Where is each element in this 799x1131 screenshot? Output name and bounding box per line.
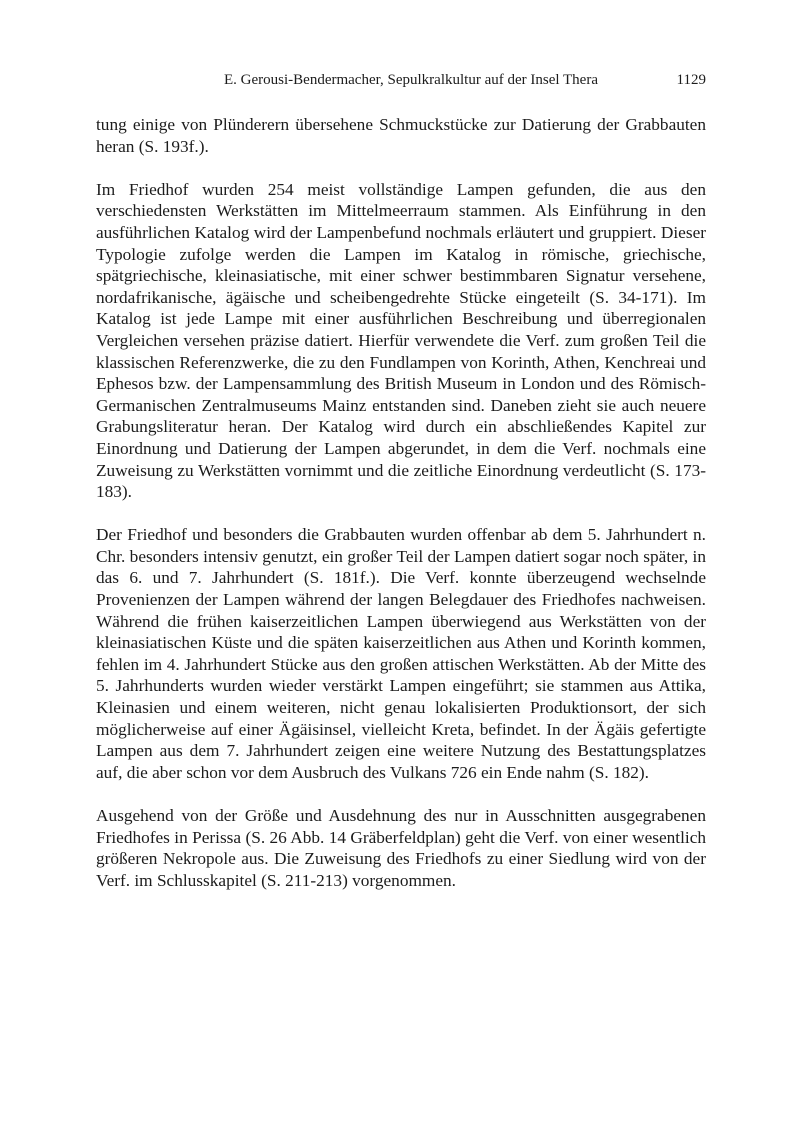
body-text	[96, 114, 706, 891]
running-header	[96, 70, 706, 90]
page-number: 1129	[676, 72, 706, 88]
paragraph-necropolis: Ausgehend von der Größe und Ausdehnung des nur in Ausschnitten ausgegrabenen Friedhofes in Perissa (S. 26 Abb. 14 Gräberfeldplan) geht die Verf. von einer wesentlich größeren Nekropole aus. Die Zuweisung des Friedhofs zu einer Siedlung wird von der Verf. im Schlusskapitel (S. 211-213) vorgenommen.	[96, 806, 706, 890]
running-title: E. Gerousi-Bendermacher, Sepulkralkultur auf der Insel Thera	[224, 72, 598, 88]
paragraph-lamps-catalog: Im Friedhof wurden 254 meist vollständige Lampen gefunden, die aus den verschiedensten Werkstätten im Mittelmeerraum stammen. Als Einführung in den ausführlichen Katalog wird der Lampenbefund nochmals erläutert und gruppiert. Dieser Typologie zufolge werden die Lampen im Katalog in römische, griechische, spätgriechische, kleinasiatische, mit einer schwer bestimmbaren Signatur versehene, nordafrikanische, ägäische und scheibengedrehte Stücke eingeteilt (S. 34-171). Im Katalog ist jede Lampe mit einer ausführlichen Beschreibung und überregionalen Vergleichen versehen präzise datiert. Hierfür verwendete die Verf. zum großen Teil die klassischen Referenzwerke, die zu den Fundlampen von Korinth, Athen, Kenchreai und Ephesos bzw. der Lampensammlung des British Museum in London und des Römisch-Germanischen Zentralmuseums Mainz entstanden sind. Daneben zieht sie auch neuere Grabungsliteratur heran. Der Katalog wird durch ein abschließendes Kapitel zur Einordnung und Datierung der Lampen abgerundet, in dem die Verf. nochmals eine Zuweisung zu Werkstätten vornimmt und die zeitliche Einordnung verdeutlicht (S. 173-183).	[96, 179, 706, 502]
paragraph-lamps-provenance: Der Friedhof und besonders die Grabbauten wurden offenbar ab dem 5. Jahrhundert n. Chr. besonders intensiv genutzt, ein großer Teil der Lampen datiert sogar noch später, in das 6. und 7. Jahrhundert (S. 181f.). Die Verf. konnte überzeugend wechselnde Provenienzen der Lampen während der langen Belegdauer des Friedhofes nachweisen. Während die frühen kaiserzeitlichen Lampen überwiegend aus Werkstätten von der kleinasiatischen Küste und die späten kaiserzeitlichen aus Athen und Korinth kommen, fehlen im 4. Jahrhundert Stücke aus den großen attischen Werkstätten. Ab der Mitte des 5. Jahrhunderts wurden wieder verstärkt Lampen eingeführt; sie stammen aus Attika, Kleinasien und einem weiteren, nicht genau lokalisierten Produktionsort, der sich möglicherweise auf einer Ägäisinsel, vielleicht Kreta, befindet. In der Ägäis gefertigte Lampen aus dem 7. Jahrhundert zeigen eine weitere Nutzung des Bestattungsplatzes auf, die aber schon vor dem Ausbruch des Vulkans 726 ein Ende nahm (S. 182).	[96, 525, 706, 782]
paragraph-continuation: tung einige von Plünderern übersehene Schmuckstücke zur Datierung der Grabbauten heran (S. 193f.).	[96, 115, 706, 156]
